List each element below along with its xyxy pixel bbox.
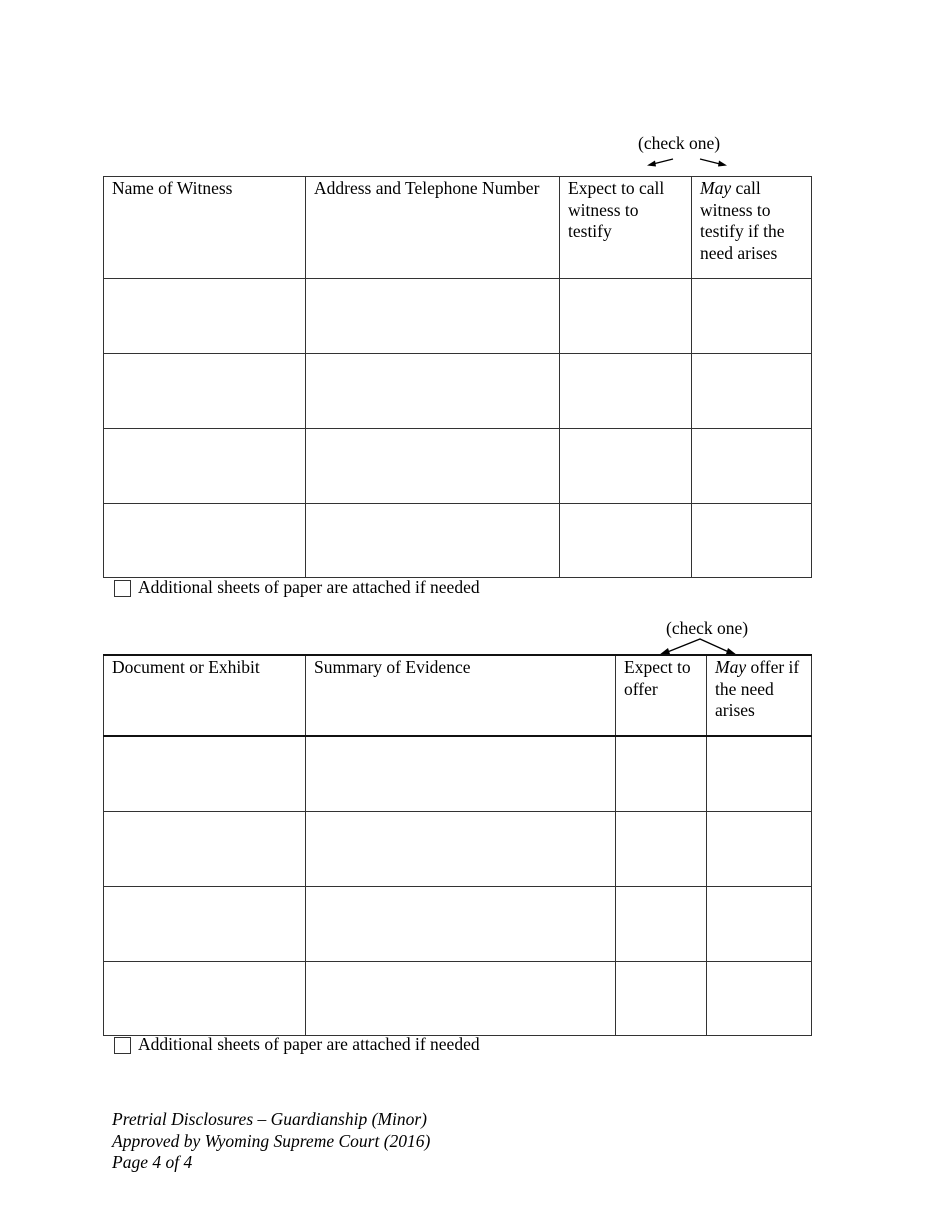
header-label bbox=[692, 177, 811, 264]
header-document-or-exhibit bbox=[104, 655, 306, 736]
footer-page-number: Page 4 of 4 bbox=[112, 1152, 193, 1172]
table-row bbox=[104, 736, 812, 811]
witness-may-cell[interactable] bbox=[692, 354, 812, 429]
witness-name-cell[interactable] bbox=[104, 279, 306, 354]
header-may-call bbox=[692, 177, 812, 279]
exhibit-expect-cell[interactable] bbox=[616, 736, 707, 811]
witness-additional-sheets-checkbox[interactable] bbox=[114, 580, 131, 597]
footer-form-title: Pretrial Disclosures – Guardianship (Minor) bbox=[112, 1109, 427, 1129]
header-address-telephone bbox=[306, 177, 560, 279]
exhibit-expect-cell[interactable] bbox=[616, 961, 707, 1035]
exhibit-document-cell[interactable] bbox=[104, 811, 306, 886]
exhibit-check-one-note: (check one) bbox=[666, 618, 749, 638]
witness-address-cell[interactable] bbox=[306, 354, 560, 429]
exhibit-may-cell[interactable] bbox=[707, 886, 812, 961]
witness-check-one-note: (check one) bbox=[638, 133, 721, 153]
witness-address-cell[interactable] bbox=[306, 279, 560, 354]
header-label-rest: call witness to testify if the need arises bbox=[700, 178, 785, 263]
table-row bbox=[104, 429, 812, 504]
exhibit-additional-sheets-checkbox[interactable] bbox=[114, 1037, 131, 1054]
table-row bbox=[104, 961, 812, 1035]
table-row bbox=[104, 354, 812, 429]
exhibit-summary-cell[interactable] bbox=[306, 736, 616, 811]
header-summary-of-evidence bbox=[306, 655, 616, 736]
table-row bbox=[104, 811, 812, 886]
left-arrow-icon bbox=[645, 156, 677, 170]
table-row bbox=[104, 504, 812, 578]
witness-table-header bbox=[104, 177, 812, 279]
header-name-of-witness bbox=[104, 177, 306, 279]
exhibit-additional-sheets-label: Additional sheets of paper are attached if needed bbox=[138, 1034, 480, 1054]
exhibit-document-cell[interactable] bbox=[104, 961, 306, 1035]
exhibit-may-cell[interactable] bbox=[707, 811, 812, 886]
header-label-rest: offer if the need arises bbox=[715, 657, 800, 720]
witness-may-cell[interactable] bbox=[692, 279, 812, 354]
exhibit-document-cell[interactable] bbox=[104, 736, 306, 811]
header-label: Expect to call witness to testify bbox=[568, 178, 665, 241]
exhibit-expect-cell[interactable] bbox=[616, 886, 707, 961]
exhibit-summary-cell[interactable] bbox=[306, 961, 616, 1035]
witness-expect-cell[interactable] bbox=[560, 429, 692, 504]
table-row bbox=[104, 886, 812, 961]
exhibit-summary-cell[interactable] bbox=[306, 811, 616, 886]
witness-may-cell[interactable] bbox=[692, 429, 812, 504]
header-label: Expect to offer bbox=[624, 657, 691, 699]
italic-may: May bbox=[700, 178, 732, 198]
header-label bbox=[707, 656, 811, 722]
witness-name-cell[interactable] bbox=[104, 429, 306, 504]
header-label: Summary of Evidence bbox=[314, 657, 471, 677]
right-arrow-icon bbox=[698, 156, 730, 170]
header-label: Document or Exhibit bbox=[112, 657, 260, 677]
exhibit-expect-cell[interactable] bbox=[616, 811, 707, 886]
exhibit-may-cell[interactable] bbox=[707, 961, 812, 1035]
witness-expect-cell[interactable] bbox=[560, 354, 692, 429]
branching-arrow-icon bbox=[655, 636, 745, 656]
header-expect-to-call bbox=[560, 177, 692, 279]
exhibit-document-cell[interactable] bbox=[104, 886, 306, 961]
header-label: Address and Telephone Number bbox=[314, 178, 540, 198]
witness-name-cell[interactable] bbox=[104, 354, 306, 429]
witness-additional-sheets-label: Additional sheets of paper are attached if needed bbox=[138, 577, 480, 597]
witness-table bbox=[103, 176, 812, 578]
header-may-offer bbox=[707, 655, 812, 736]
italic-may: May bbox=[715, 657, 747, 677]
witness-name-cell[interactable] bbox=[104, 504, 306, 578]
exhibit-summary-cell[interactable] bbox=[306, 886, 616, 961]
witness-may-cell[interactable] bbox=[692, 504, 812, 578]
exhibit-may-cell[interactable] bbox=[707, 736, 812, 811]
exhibit-table-header bbox=[104, 655, 812, 736]
page-footer bbox=[112, 1109, 430, 1174]
witness-expect-cell[interactable] bbox=[560, 504, 692, 578]
table-row bbox=[104, 279, 812, 354]
header-expect-to-offer bbox=[616, 655, 707, 736]
witness-expect-cell[interactable] bbox=[560, 279, 692, 354]
header-label: Name of Witness bbox=[112, 178, 233, 198]
witness-address-cell[interactable] bbox=[306, 504, 560, 578]
witness-address-cell[interactable] bbox=[306, 429, 560, 504]
exhibit-table bbox=[103, 654, 812, 1036]
footer-approval: Approved by Wyoming Supreme Court (2016) bbox=[112, 1130, 431, 1151]
